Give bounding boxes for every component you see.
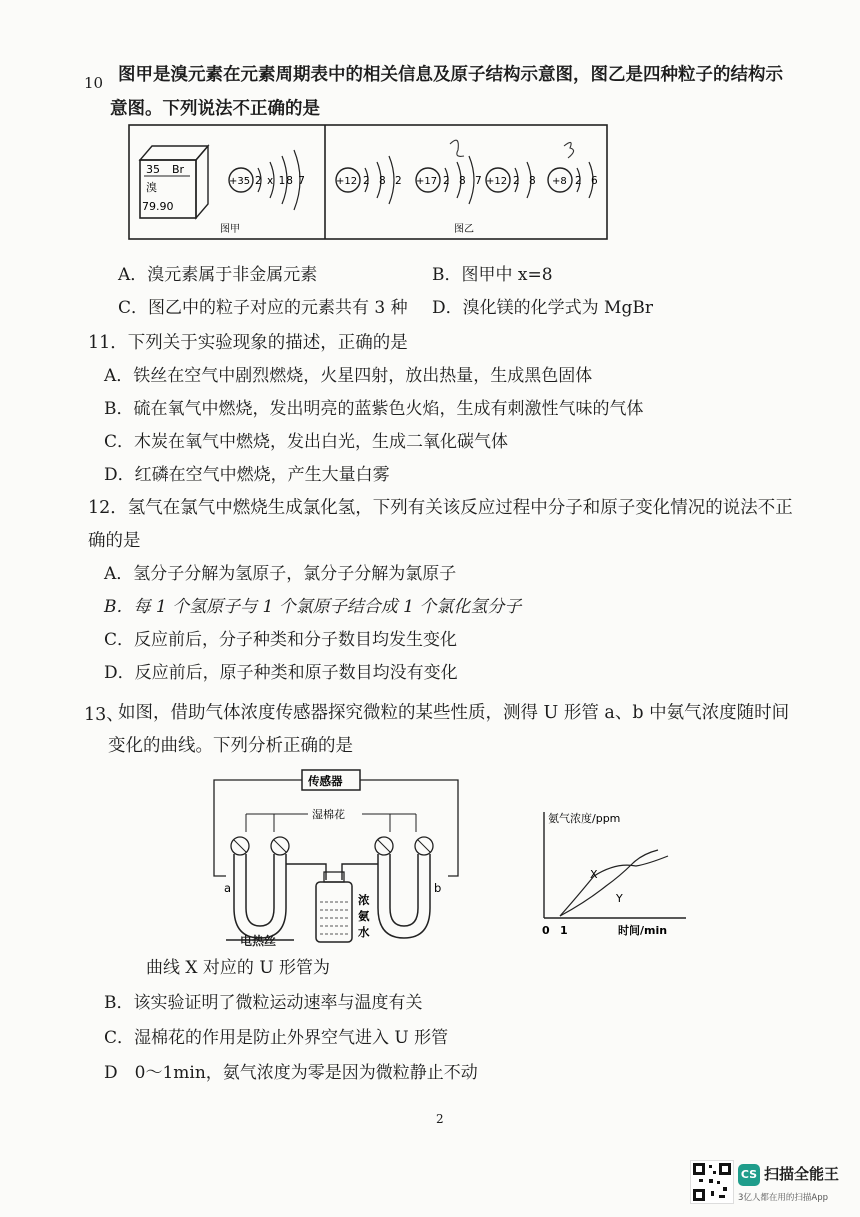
- q11-option-c: C．木炭在氧气中燃烧，发出白光，生成二氧化碳气体: [104, 432, 509, 452]
- q10-option-a: A．溴元素属于非金属元素: [118, 265, 318, 285]
- p3-shells: 2 8: [513, 175, 539, 187]
- curve-y-label: Y: [616, 892, 623, 905]
- cell-symbol: Br: [172, 163, 185, 176]
- cell-mass: 79.90: [142, 200, 174, 213]
- q13-apparatus: [212, 768, 470, 948]
- q10-stem-line2: 意图。下列说法不正确的是: [110, 99, 320, 119]
- heater-label: 电热丝: [240, 934, 277, 948]
- p1-shells: 2 8 2: [363, 175, 405, 187]
- graph-origin: 0: [542, 924, 550, 937]
- p4-nucleus: +8: [552, 176, 567, 187]
- curve-y: [560, 850, 658, 916]
- camscanner-logo-icon: CS: [738, 1164, 760, 1186]
- q10-figure: [128, 124, 608, 240]
- q13-option-a: 曲线 X 对应的 U 形管为: [146, 958, 331, 978]
- q12-option-c: C．反应前后，分子种类和分子数目均发生变化: [104, 630, 458, 650]
- q12-option-b: B．每 1 个氢原子与 1 个氯原子结合成 1 个氯化氢分子: [104, 597, 522, 617]
- br-nucleus: +35: [229, 176, 251, 187]
- q10-number: 10: [84, 74, 104, 92]
- graph-tick-1: 1: [560, 924, 568, 937]
- ammonia-char-3: 水: [358, 925, 370, 939]
- q13-option-b: B．该实验证明了微粒运动速率与温度有关: [104, 993, 423, 1013]
- q11-stem: 11．下列关于实验现象的描述，正确的是: [88, 333, 408, 353]
- q12-stem-line1: 12．氢气在氯气中燃烧生成氯化氢，下列有关该反应过程中分子和原子变化情况的说法不正: [88, 498, 793, 518]
- br-shells: 2 x 18 7: [255, 175, 306, 187]
- cell-name: 溴: [146, 181, 157, 194]
- label-a: a: [224, 881, 232, 895]
- cell-number: 35: [146, 163, 160, 176]
- label-jia: 图甲: [220, 224, 240, 235]
- label-b: b: [434, 881, 442, 895]
- q12-stem-line2: 确的是: [88, 531, 141, 551]
- ammonia-char-1: 浓: [358, 893, 370, 907]
- q13-graph: [536, 806, 700, 944]
- q10-option-d: D．溴化镁的化学式为 MgBr: [432, 298, 653, 318]
- q10-option-c: C．图乙中的粒子对应的元素共有 3 种: [118, 298, 408, 318]
- page-number: 2: [436, 1112, 444, 1126]
- p4-shells: 2 6: [575, 175, 601, 187]
- q11-option-a: A．铁丝在空气中剧烈燃烧，火星四射，放出热量，生成黑色固体: [104, 366, 593, 386]
- qr-code-icon: [690, 1160, 734, 1204]
- q13-option-d: D 0～1min，氨气浓度为零是因为微粒静止不动: [104, 1063, 478, 1083]
- label-yi: 图乙: [454, 224, 474, 235]
- q11-option-d: D．红磷在空气中燃烧，产生大量白雾: [104, 465, 390, 485]
- q13-option-c: C．湿棉花的作用是防止外界空气进入 U 形管: [104, 1028, 449, 1048]
- app-name: 扫描全能王: [764, 1165, 840, 1183]
- p2-nucleus: +17: [416, 176, 438, 187]
- q13-number: 13、: [84, 705, 124, 725]
- graph-xlabel: 时间/min: [618, 924, 668, 937]
- p1-nucleus: +12: [336, 176, 358, 187]
- q10-option-b: B．图甲中 x=8: [432, 265, 553, 285]
- p3-nucleus: +12: [486, 176, 508, 187]
- q13-stem-line1: 如图，借助气体浓度传感器探究微粒的某些性质，测得 U 形管 a、b 中氨气浓度随时间: [118, 703, 790, 723]
- p2-shells: 2 8 7: [443, 175, 485, 187]
- ammonia-char-2: 氨: [358, 909, 370, 923]
- q13-stem-line2: 变化的曲线。下列分析正确的是: [108, 736, 353, 756]
- q11-option-b: B．硫在氧气中燃烧，发出明亮的蓝紫色火焰，生成有刺激性气味的气体: [104, 399, 644, 419]
- q10-stem-line1: 图甲是溴元素在元素周期表中的相关信息及原子结构示意图，图乙是四种粒子的结构示: [118, 65, 783, 85]
- q12-option-d: D．反应前后，原子种类和原子数目均没有变化: [104, 663, 458, 683]
- cotton-label: 湿棉花: [312, 808, 345, 821]
- q12-option-a: A．氢分子分解为氢原子，氯分子分解为氯原子: [104, 564, 457, 584]
- sensor-label: 传感器: [308, 774, 343, 788]
- curve-x-label: X: [590, 868, 598, 881]
- graph-ylabel: 氨气浓度/ppm: [548, 812, 621, 825]
- app-tagline: 3亿人都在用的扫描App: [738, 1193, 829, 1203]
